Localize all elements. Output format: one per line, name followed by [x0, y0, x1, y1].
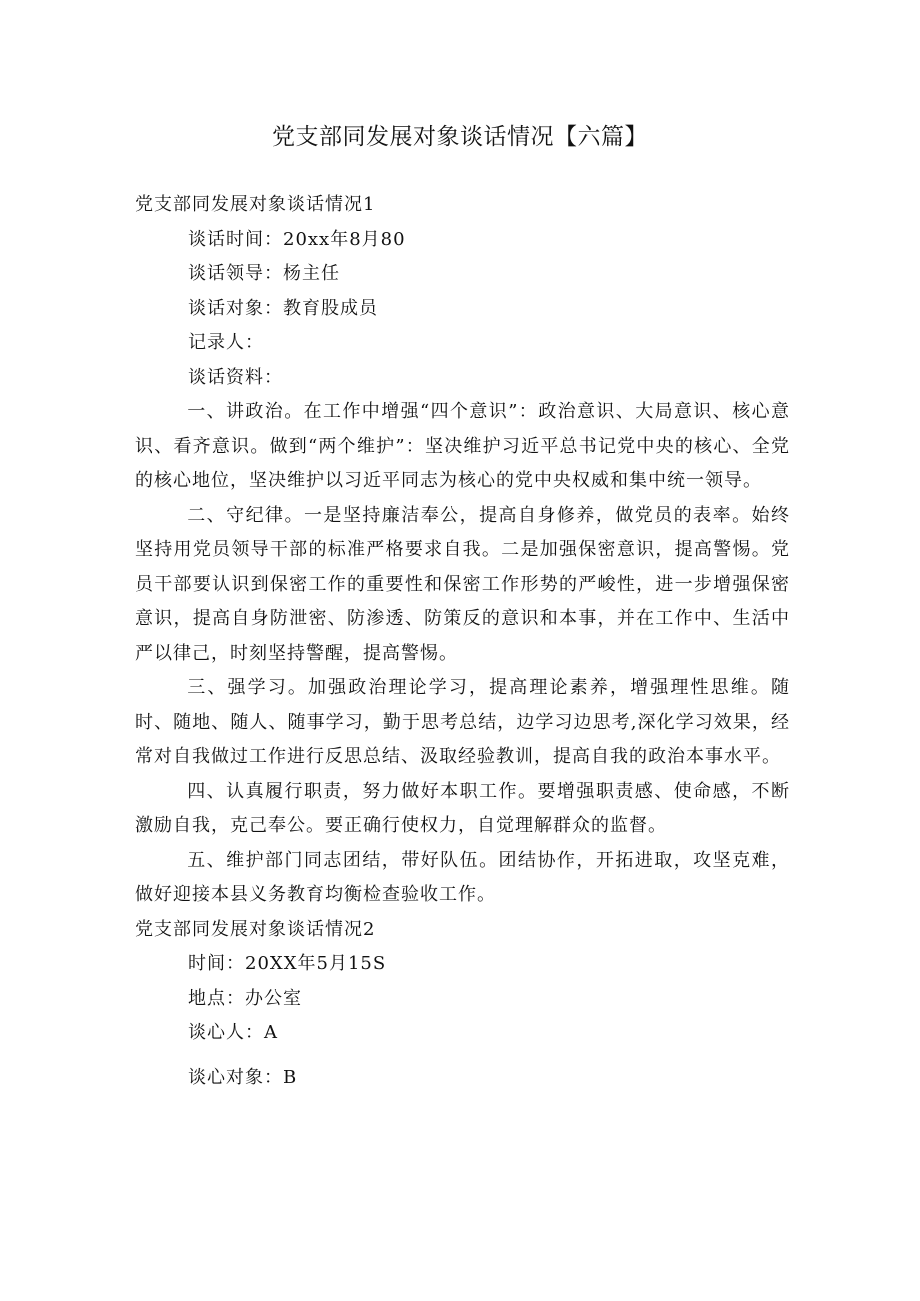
paragraph-politics: 一、讲政治。在工作中增强“四个意识”：政治意识、大局意识、核心意识、看齐意识。做到“两个维护”：坚决维护习近平总书记党中央的核心、全党的核心地位，坚决维护以习近平同志为核心的党中央权威和集中统一领导。: [135, 401, 790, 491]
document-body: [135, 188, 790, 1095]
field-talker: 谈心人：A: [188, 1022, 278, 1043]
document-title: 党支部同发展对象谈话情况【六篇】: [272, 124, 648, 150]
field-recorder: 记录人：: [188, 332, 264, 353]
field-talk-time: 谈话时间：20xx年8月80: [188, 228, 406, 250]
paragraph-study: 三、强学习。加强政治理论学习，提高理论素养，增强理性思维。随时、随地、随人、随事学习，勤于思考总结，边学习边思考,深化学习效果，经常对自我做过工作进行反思总结、汲取经验教训，提高自我的政治本事水平。: [135, 677, 790, 767]
section2-heading: 党支部同发展对象谈话情况2: [135, 918, 376, 940]
section1-heading: 党支部同发展对象谈话情况1: [135, 194, 376, 215]
field-talk-material: 谈话资料：: [188, 366, 283, 388]
paragraph-unity: 五、维护部门同志团结，带好队伍。团结协作，开拓进取，攻坚克难，做好迎接本县义务教育均衡检查验收工作。: [135, 849, 790, 905]
paragraph-discipline: 二、守纪律。一是坚持廉洁奉公，提高自身修养，做党员的表率。始终坚持用党员领导干部的标准严格要求自我。二是加强保密意识，提高警惕。党员干部要认识到保密工作的重要性和保密工作形势的严峻性，进一步增强保密意识，提高自身防泄密、防渗透、防策反的意识和本事，并在工作中、生活中严以律己，时刻坚持警醒，提高警惕。: [135, 504, 790, 664]
field-time: 时间：20XX年5月15S: [188, 953, 387, 974]
field-talk-subject: 谈话对象：教育股成员: [188, 297, 378, 319]
field-talk-target: 谈心对象：B: [188, 1066, 298, 1088]
field-location: 地点：办公室: [188, 987, 302, 1009]
paragraph-duty: 四、认真履行职责，努力做好本职工作。要增强职责感、使命感，不断激励自我，克己奉公。要正确行使权力，自觉理解群众的监督。: [135, 780, 790, 836]
field-talk-leader: 谈话领导：杨主任: [188, 263, 340, 284]
